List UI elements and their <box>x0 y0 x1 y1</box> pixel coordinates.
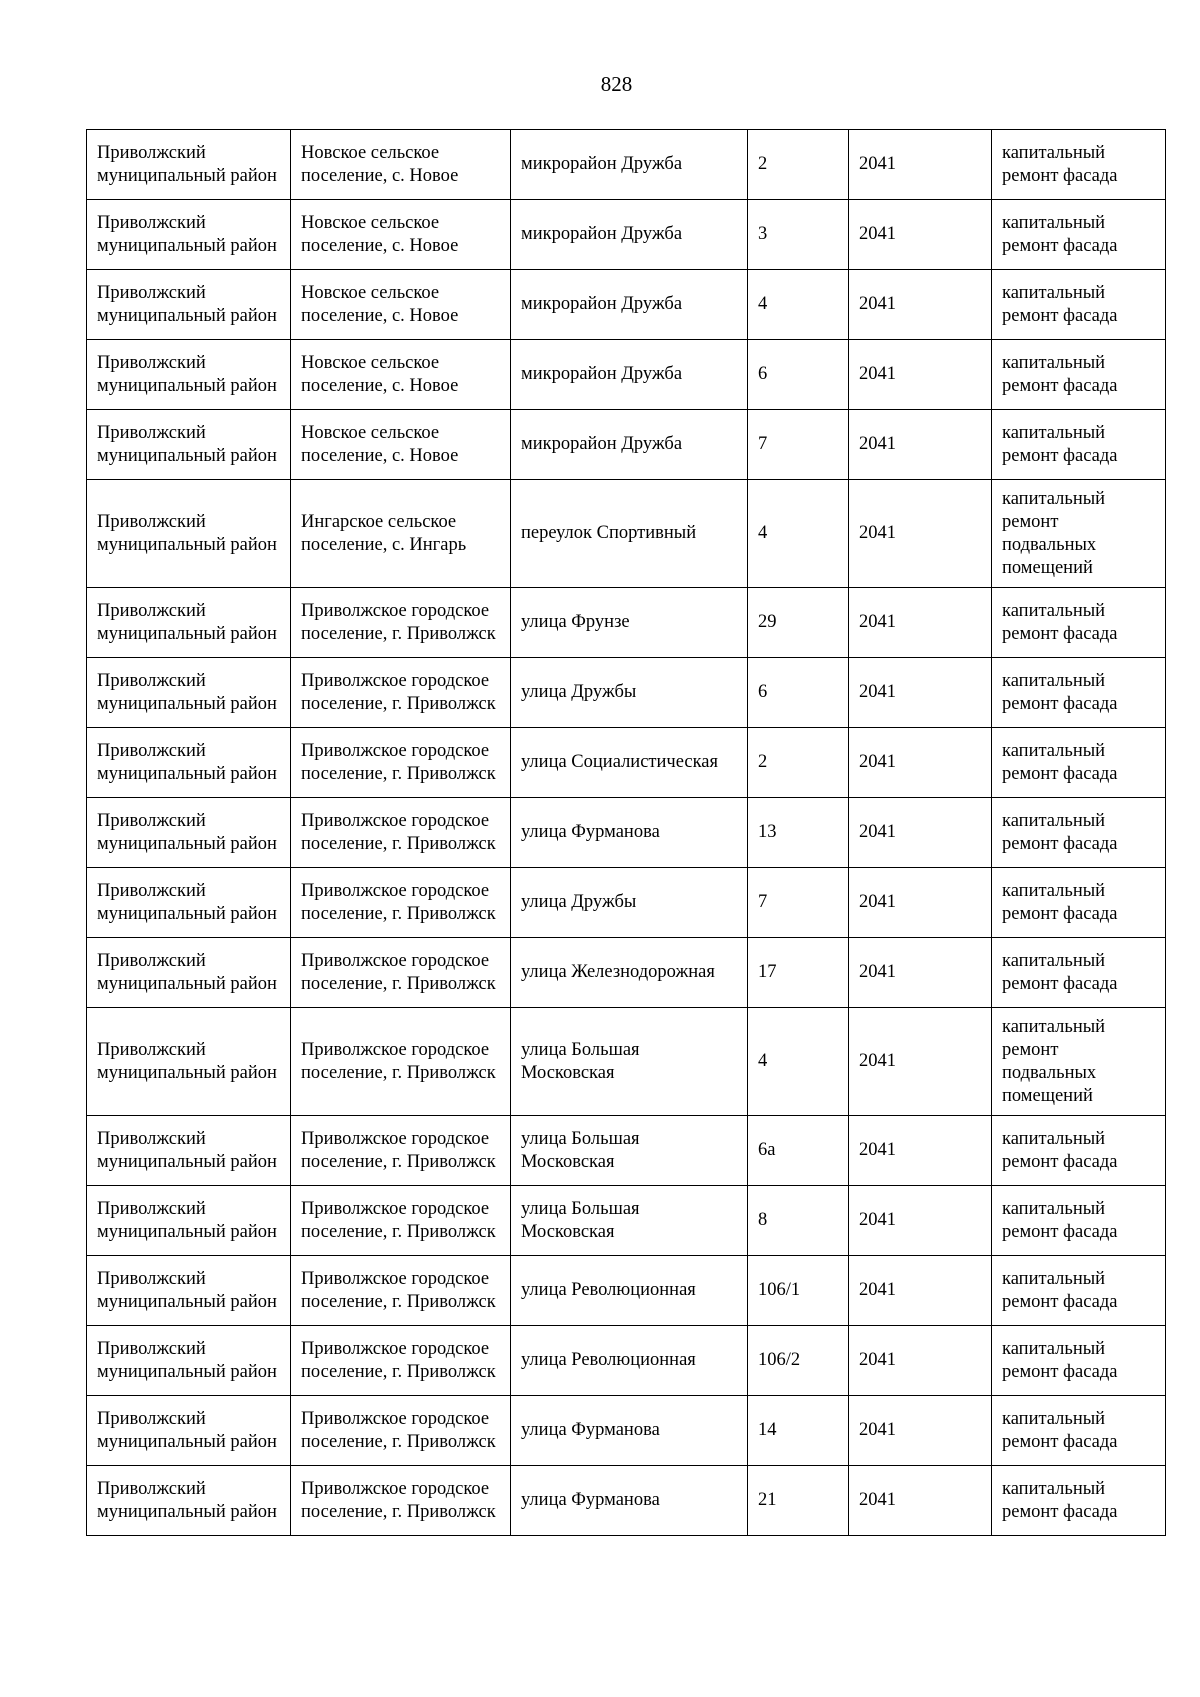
cell-year: 2041 <box>849 130 992 200</box>
cell-work: капитальный ремонт фасада <box>992 200 1166 270</box>
cell-house: 14 <box>748 1396 849 1466</box>
cell-work: капитальный ремонт фасада <box>992 1466 1166 1536</box>
table-row <box>87 588 1166 658</box>
cell-year: 2041 <box>849 1466 992 1536</box>
cell-settlement: Приволжское городское поселение, г. Приволжск <box>291 1116 511 1186</box>
cell-district: Приволжский муниципальный район <box>87 588 291 658</box>
table-row <box>87 480 1166 588</box>
cell-settlement: Новское сельское поселение, с. Новое <box>291 340 511 410</box>
cell-district: Приволжский муниципальный район <box>87 798 291 868</box>
cell-street: улица Социалистическая <box>511 728 748 798</box>
cell-settlement: Приволжское городское поселение, г. Приволжск <box>291 1008 511 1116</box>
cell-street: улица Фурманова <box>511 1466 748 1536</box>
table-row <box>87 728 1166 798</box>
cell-district: Приволжский муниципальный район <box>87 410 291 480</box>
cell-street: улица Большая Московская <box>511 1116 748 1186</box>
table-row <box>87 1008 1166 1116</box>
cell-year: 2041 <box>849 480 992 588</box>
table-row <box>87 1396 1166 1466</box>
cell-street: улица Большая Московская <box>511 1008 748 1116</box>
cell-house: 2 <box>748 728 849 798</box>
cell-settlement: Новское сельское поселение, с. Новое <box>291 130 511 200</box>
cell-settlement: Новское сельское поселение, с. Новое <box>291 270 511 340</box>
cell-work: капитальный ремонт фасада <box>992 798 1166 868</box>
cell-year: 2041 <box>849 200 992 270</box>
table-row <box>87 1466 1166 1536</box>
cell-settlement: Приволжское городское поселение, г. Приволжск <box>291 658 511 728</box>
cell-work: капитальный ремонт фасада <box>992 1396 1166 1466</box>
cell-work: капитальный ремонт фасада <box>992 130 1166 200</box>
cell-house: 6а <box>748 1116 849 1186</box>
table-row <box>87 1186 1166 1256</box>
cell-district: Приволжский муниципальный район <box>87 480 291 588</box>
cell-work: капитальный ремонт фасада <box>992 1256 1166 1326</box>
cell-street: микрорайон Дружба <box>511 270 748 340</box>
cell-street: переулок Спортивный <box>511 480 748 588</box>
cell-settlement: Ингарское сельское поселение, с. Ингарь <box>291 480 511 588</box>
cell-house: 4 <box>748 1008 849 1116</box>
table-row <box>87 868 1166 938</box>
cell-district: Приволжский муниципальный район <box>87 1466 291 1536</box>
cell-year: 2041 <box>849 1116 992 1186</box>
cell-year: 2041 <box>849 270 992 340</box>
table-row <box>87 798 1166 868</box>
cell-year: 2041 <box>849 410 992 480</box>
cell-settlement: Приволжское городское поселение, г. Приволжск <box>291 588 511 658</box>
cell-house: 7 <box>748 868 849 938</box>
cell-year: 2041 <box>849 1326 992 1396</box>
cell-work: капитальный ремонт фасада <box>992 938 1166 1008</box>
cell-street: улица Дружбы <box>511 658 748 728</box>
cell-house: 21 <box>748 1466 849 1536</box>
repair-schedule-table <box>86 129 1166 1536</box>
cell-district: Приволжский муниципальный район <box>87 130 291 200</box>
cell-district: Приволжский муниципальный район <box>87 1256 291 1326</box>
cell-settlement: Приволжское городское поселение, г. Приволжск <box>291 868 511 938</box>
cell-street: улица Большая Московская <box>511 1186 748 1256</box>
cell-year: 2041 <box>849 1186 992 1256</box>
cell-district: Приволжский муниципальный район <box>87 1186 291 1256</box>
cell-settlement: Приволжское городское поселение, г. Приволжск <box>291 1396 511 1466</box>
cell-settlement: Новское сельское поселение, с. Новое <box>291 410 511 480</box>
cell-district: Приволжский муниципальный район <box>87 728 291 798</box>
cell-year: 2041 <box>849 938 992 1008</box>
table-row <box>87 200 1166 270</box>
table-row <box>87 1326 1166 1396</box>
cell-settlement: Приволжское городское поселение, г. Приволжск <box>291 1326 511 1396</box>
cell-street: улица Дружбы <box>511 868 748 938</box>
table-row <box>87 130 1166 200</box>
table-row <box>87 1256 1166 1326</box>
cell-street: микрорайон Дружба <box>511 130 748 200</box>
cell-district: Приволжский муниципальный район <box>87 1116 291 1186</box>
cell-district: Приволжский муниципальный район <box>87 340 291 410</box>
cell-house: 13 <box>748 798 849 868</box>
cell-district: Приволжский муниципальный район <box>87 200 291 270</box>
cell-settlement: Приволжское городское поселение, г. Приволжск <box>291 1186 511 1256</box>
page-number: 828 <box>600 72 633 96</box>
cell-settlement: Приволжское городское поселение, г. Приволжск <box>291 938 511 1008</box>
cell-district: Приволжский муниципальный район <box>87 1326 291 1396</box>
cell-street: улица Революционная <box>511 1256 748 1326</box>
cell-street: микрорайон Дружба <box>511 200 748 270</box>
cell-house: 4 <box>748 480 849 588</box>
cell-work: капитальный ремонт фасада <box>992 1116 1166 1186</box>
cell-work: капитальный ремонт фасада <box>992 270 1166 340</box>
table-row <box>87 340 1166 410</box>
cell-year: 2041 <box>849 798 992 868</box>
table-row <box>87 658 1166 728</box>
cell-street: микрорайон Дружба <box>511 340 748 410</box>
cell-house: 29 <box>748 588 849 658</box>
cell-house: 17 <box>748 938 849 1008</box>
cell-house: 4 <box>748 270 849 340</box>
cell-district: Приволжский муниципальный район <box>87 658 291 728</box>
cell-house: 6 <box>748 658 849 728</box>
cell-street: улица Революционная <box>511 1326 748 1396</box>
cell-work: капитальный ремонт фасада <box>992 728 1166 798</box>
cell-year: 2041 <box>849 728 992 798</box>
cell-settlement: Приволжское городское поселение, г. Приволжск <box>291 798 511 868</box>
cell-year: 2041 <box>849 1396 992 1466</box>
cell-district: Приволжский муниципальный район <box>87 270 291 340</box>
cell-street: улица Железнодорожная <box>511 938 748 1008</box>
cell-year: 2041 <box>849 340 992 410</box>
cell-settlement: Приволжское городское поселение, г. Приволжск <box>291 1466 511 1536</box>
cell-house: 106/2 <box>748 1326 849 1396</box>
cell-year: 2041 <box>849 868 992 938</box>
cell-house: 8 <box>748 1186 849 1256</box>
cell-work: капитальный ремонт подвальных помещений <box>992 1008 1166 1116</box>
cell-district: Приволжский муниципальный район <box>87 938 291 1008</box>
cell-house: 6 <box>748 340 849 410</box>
cell-house: 3 <box>748 200 849 270</box>
table-row <box>87 1116 1166 1186</box>
cell-street: микрорайон Дружба <box>511 410 748 480</box>
cell-district: Приволжский муниципальный район <box>87 1396 291 1466</box>
cell-settlement: Приволжское городское поселение, г. Приволжск <box>291 1256 511 1326</box>
cell-year: 2041 <box>849 1008 992 1116</box>
cell-work: капитальный ремонт фасада <box>992 658 1166 728</box>
cell-year: 2041 <box>849 658 992 728</box>
cell-work: капитальный ремонт подвальных помещений <box>992 480 1166 588</box>
cell-street: улица Фрунзе <box>511 588 748 658</box>
cell-street: улица Фурманова <box>511 798 748 868</box>
cell-work: капитальный ремонт фасада <box>992 1326 1166 1396</box>
cell-house: 106/1 <box>748 1256 849 1326</box>
table-row <box>87 270 1166 340</box>
cell-work: капитальный ремонт фасада <box>992 1186 1166 1256</box>
table-row <box>87 410 1166 480</box>
cell-settlement: Приволжское городское поселение, г. Приволжск <box>291 728 511 798</box>
cell-district: Приволжский муниципальный район <box>87 868 291 938</box>
cell-work: капитальный ремонт фасада <box>992 340 1166 410</box>
cell-work: капитальный ремонт фасада <box>992 410 1166 480</box>
cell-work: капитальный ремонт фасада <box>992 588 1166 658</box>
cell-year: 2041 <box>849 588 992 658</box>
cell-district: Приволжский муниципальный район <box>87 1008 291 1116</box>
cell-settlement: Новское сельское поселение, с. Новое <box>291 200 511 270</box>
cell-street: улица Фурманова <box>511 1396 748 1466</box>
cell-year: 2041 <box>849 1256 992 1326</box>
table-row <box>87 938 1166 1008</box>
cell-house: 2 <box>748 130 849 200</box>
cell-work: капитальный ремонт фасада <box>992 868 1166 938</box>
table-body <box>87 130 1166 1536</box>
cell-house: 7 <box>748 410 849 480</box>
